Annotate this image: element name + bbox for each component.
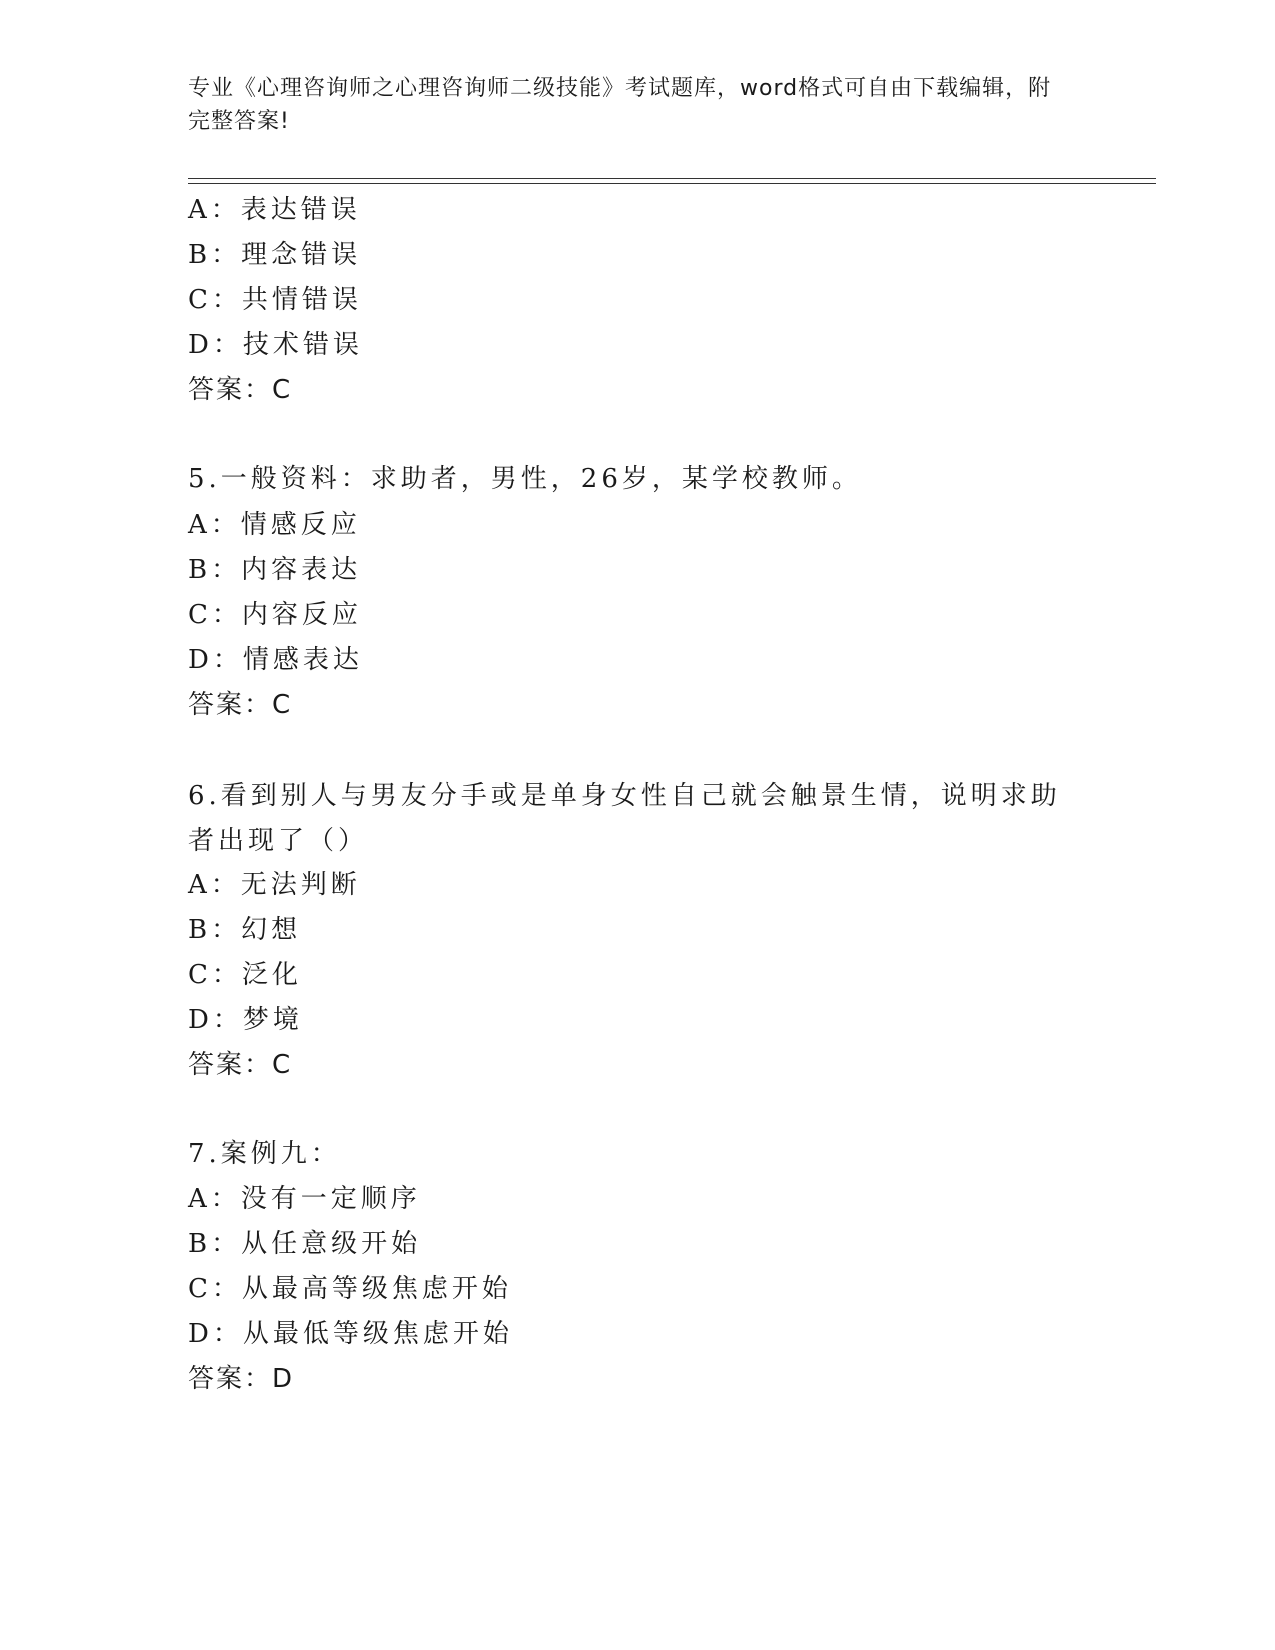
q5-answer: 答案：C (188, 690, 293, 720)
q6-option-d: D：梦境 (188, 1005, 303, 1035)
q5-option-d: D：情感表达 (188, 645, 363, 675)
q7-question: 7.案例九： (188, 1139, 341, 1169)
q4-option-d: D：技术错误 (188, 330, 363, 360)
q5-option-c: C：内容反应 (188, 600, 362, 630)
header-divider-bottom (188, 183, 1156, 184)
q6-question: 6.看到别人与男友分手或是单身女性自己就会触景生情，说明求助者出现了（） (188, 781, 1061, 856)
q7-option-b: B：从任意级开始 (188, 1229, 422, 1259)
q6-option-b: B：幻想 (188, 915, 302, 945)
header-divider-top (188, 178, 1156, 179)
q6-option-c: C：泛化 (188, 960, 302, 990)
q7-option-a: A：没有一定顺序 (188, 1184, 421, 1214)
q7-option-d: D：从最低等级焦虑开始 (188, 1319, 513, 1349)
q5-question: 5.一般资料：求助者，男性，26岁，某学校教师。 (188, 464, 862, 494)
q7-answer: 答案：D (188, 1364, 295, 1394)
q4-option-a: A：表达错误 (188, 195, 361, 225)
q6-answer: 答案：C (188, 1050, 293, 1080)
q4-option-b: B：理念错误 (188, 240, 362, 270)
q7-option-c: C：从最高等级焦虑开始 (188, 1274, 512, 1304)
q4-option-c: C：共情错误 (188, 285, 362, 315)
q5-option-b: B：内容表达 (188, 555, 362, 585)
document-header: 专业《心理咨询师之心理咨询师二级技能》考试题库，word格式可自由下载编辑，附完整答案! (188, 76, 1052, 134)
q5-option-a: A：情感反应 (188, 510, 361, 540)
q4-answer: 答案：C (188, 375, 293, 405)
q6-option-a: A：无法判断 (188, 870, 361, 900)
